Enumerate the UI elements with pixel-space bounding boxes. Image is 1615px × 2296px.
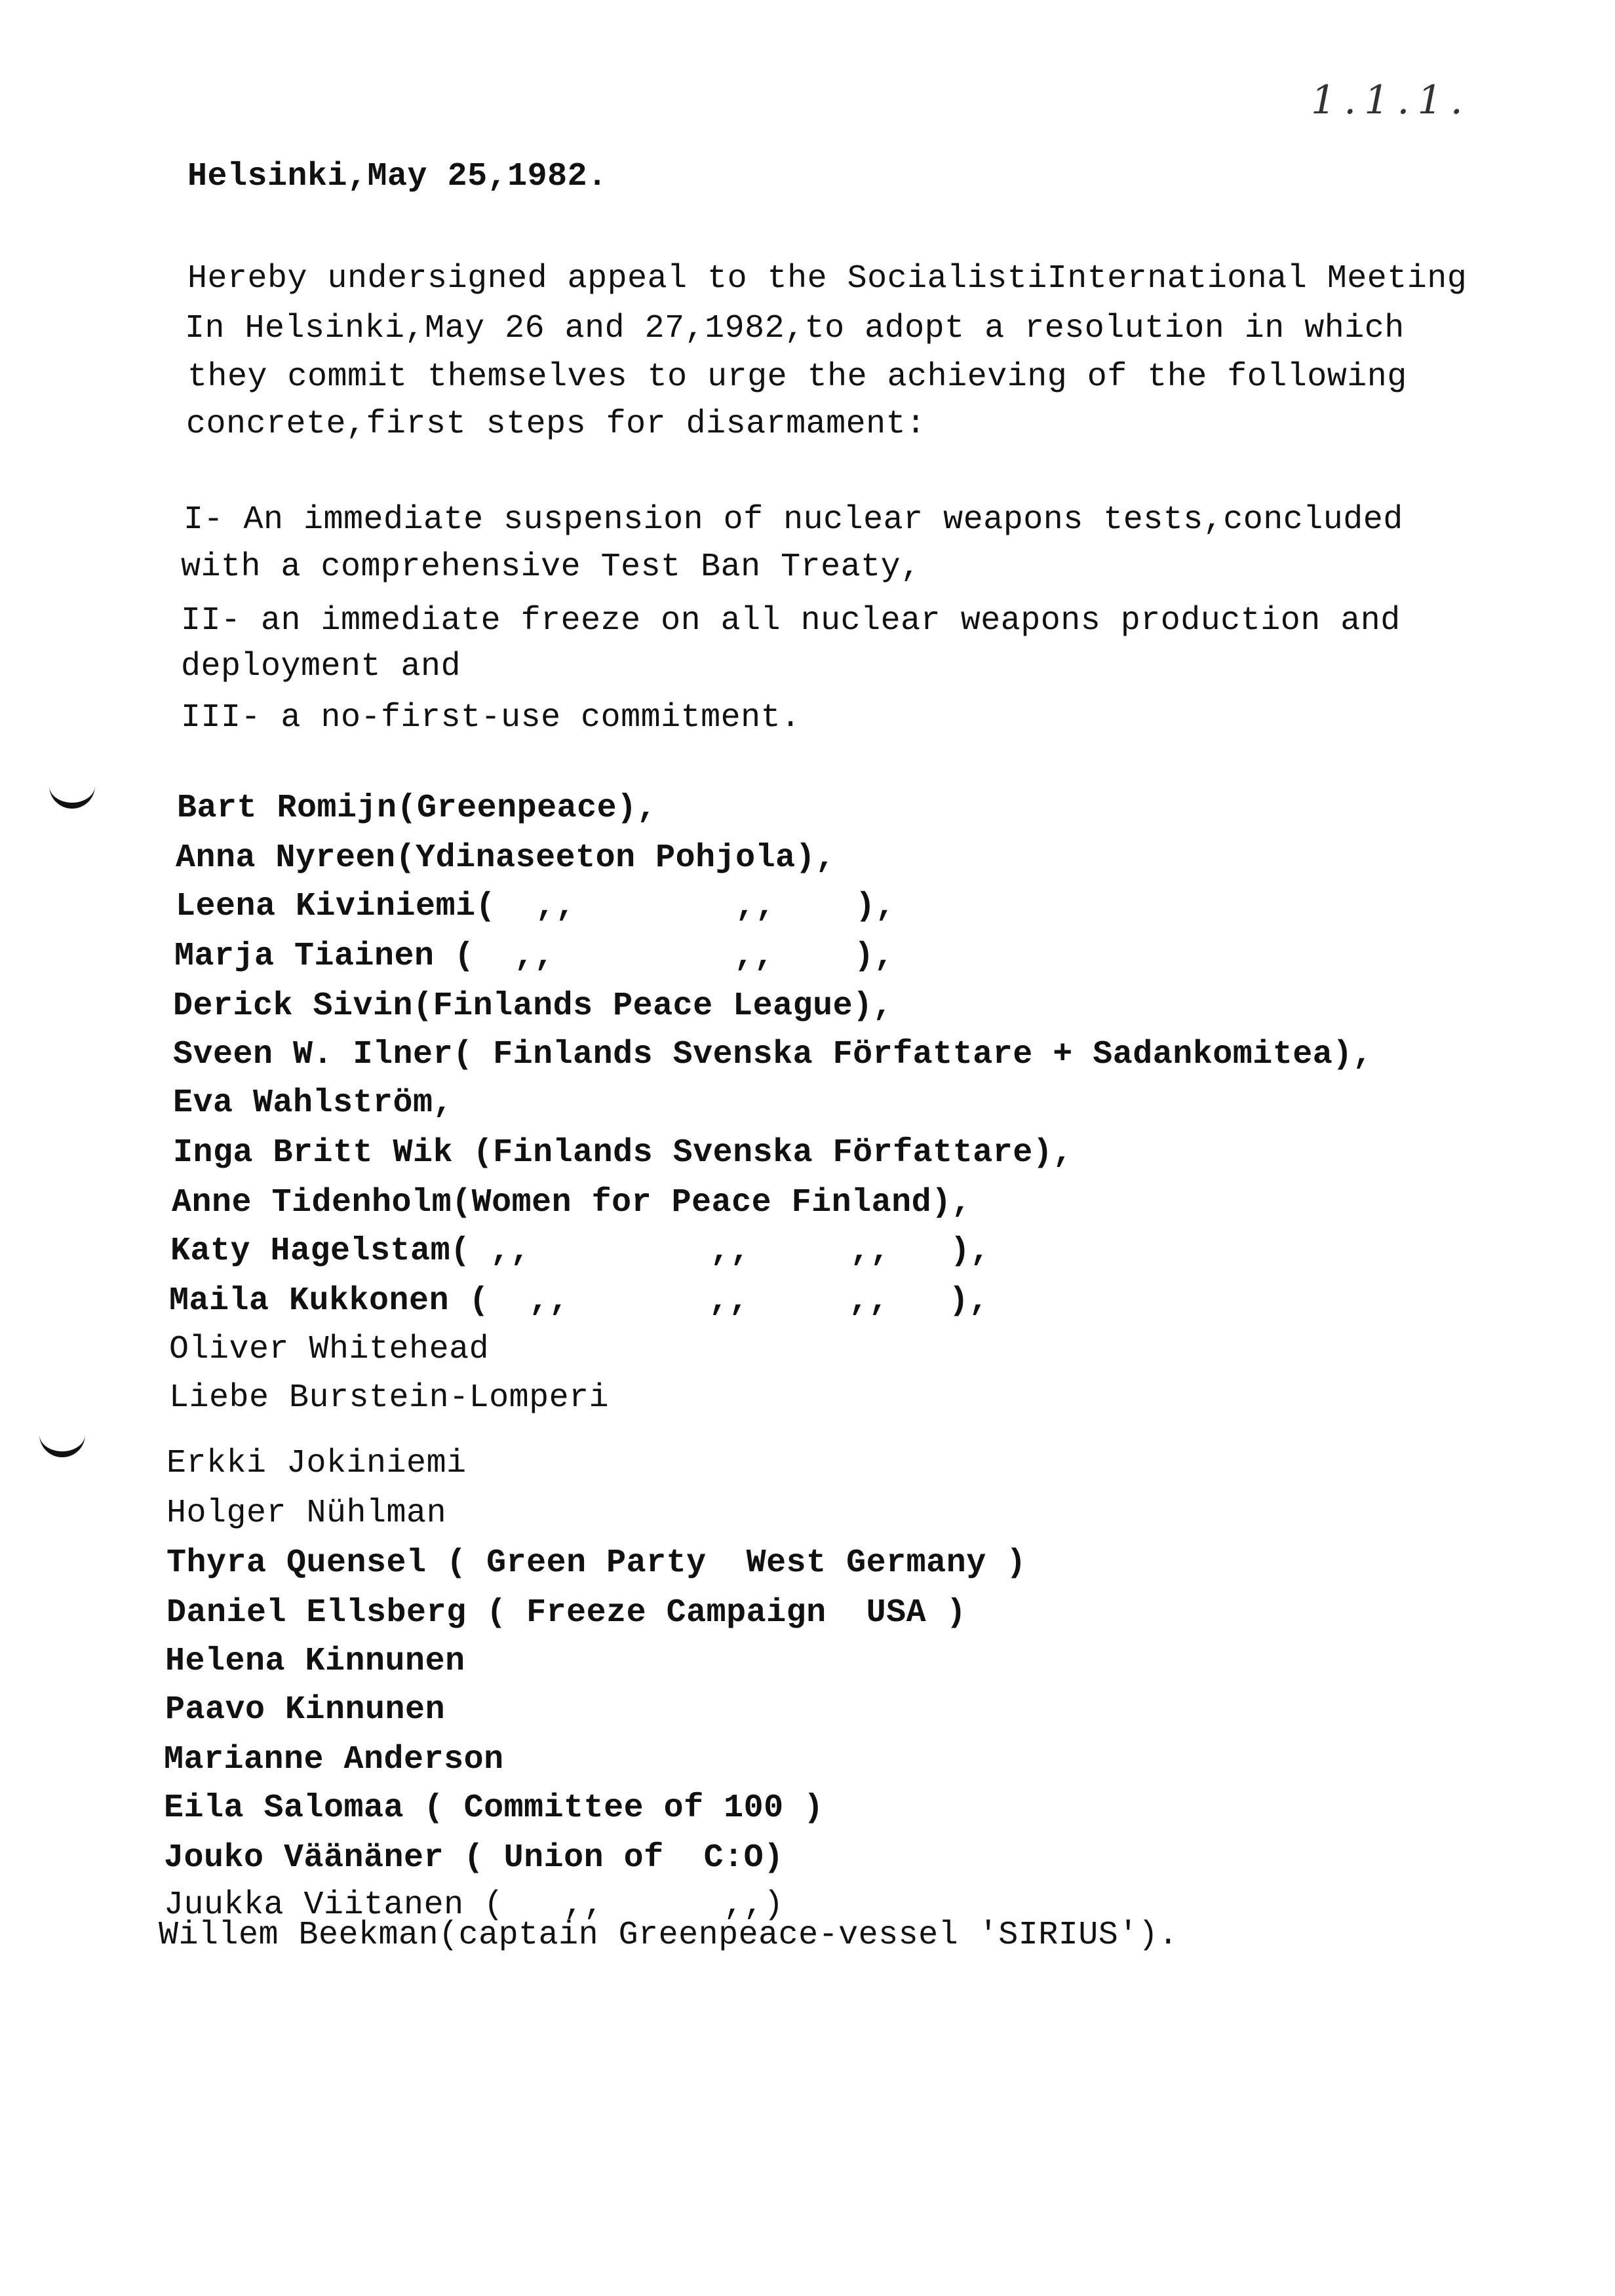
signatory: Bart Romijn(Greenpeace), xyxy=(177,790,657,827)
signatory: Anna Nyreen(Ydinaseeton Pohjola), xyxy=(176,839,836,877)
signatory: Katy Hagelstam( ,, ,, ,, ), xyxy=(170,1233,990,1270)
signatory: Maila Kukkonen ( ,, ,, ,, ), xyxy=(169,1282,989,1320)
demand-line: deployment and xyxy=(181,648,461,685)
signatory: Thyra Quensel ( Green Party West Germany ) xyxy=(166,1544,1026,1582)
signatory: Anne Tidenholm(Women for Peace Finland), xyxy=(172,1184,972,1221)
demand-line: I- An immediate suspension of nuclear weapons tests,concluded xyxy=(184,501,1403,539)
signatory: Marianne Anderson xyxy=(164,1741,504,1778)
margin-mark xyxy=(39,1425,85,1457)
signatory: Eva Wahlström, xyxy=(173,1084,454,1122)
demand-line: III- a no-first-use commitment. xyxy=(181,699,801,737)
signatory: Holger Nühlman xyxy=(166,1495,447,1532)
signatory: Oliver Whitehead xyxy=(169,1331,490,1368)
signatory: Eila Salomaa ( Committee of 100 ) xyxy=(164,1789,824,1827)
appeal-line: concrete,first steps for disarmament: xyxy=(186,406,926,443)
signatory: Leena Kiviniemi( ,, ,, ), xyxy=(176,888,896,925)
signatory: Paavo Kinnunen xyxy=(165,1691,446,1729)
appeal-line: Hereby undersigned appeal to the SocialistiInternational Meeting xyxy=(187,260,1468,297)
appeal-line: they commit themselves to urge the achieving of the following xyxy=(187,358,1407,396)
date-line: Helsinki,May 25,1982. xyxy=(187,158,608,195)
signatory: Erkki Jokiniemi xyxy=(166,1445,467,1482)
signatory: Helena Kinnunen xyxy=(165,1643,465,1680)
signatory: Willem Beekman(captain Greenpeace-vessel 'SIRIUS'). xyxy=(159,1917,1178,1954)
signatory: Liebe Burstein-Lomperi xyxy=(169,1379,610,1417)
signatory: Daniel Ellsberg ( Freeze Campaign USA ) xyxy=(166,1594,967,1632)
signatory: Sveen W. Ilner( Finlands Svenska Författare + Sadankomitea), xyxy=(173,1036,1373,1073)
signatory: Jouko Väänäner ( Union of C:O) xyxy=(164,1839,784,1877)
margin-mark xyxy=(49,776,95,809)
appeal-line: In Helsinki,May 26 and 27,1982,to adopt a resolution in which xyxy=(185,310,1405,347)
signatory: Derick Sivin(Finlands Peace League), xyxy=(173,987,893,1025)
demand-line: with a comprehensive Test Ban Treaty, xyxy=(181,548,921,586)
signatory: Juukka Viitanen ( ,, ,,) xyxy=(164,1886,784,1924)
signatory: Inga Britt Wik (Finlands Svenska Författare), xyxy=(173,1134,1073,1172)
demand-line: II- an immediate freeze on all nuclear weapons production and xyxy=(181,602,1401,640)
page-number: 1.1.1. xyxy=(1311,77,1471,123)
signatory: Marja Tiainen ( ,, ,, ), xyxy=(174,938,895,975)
